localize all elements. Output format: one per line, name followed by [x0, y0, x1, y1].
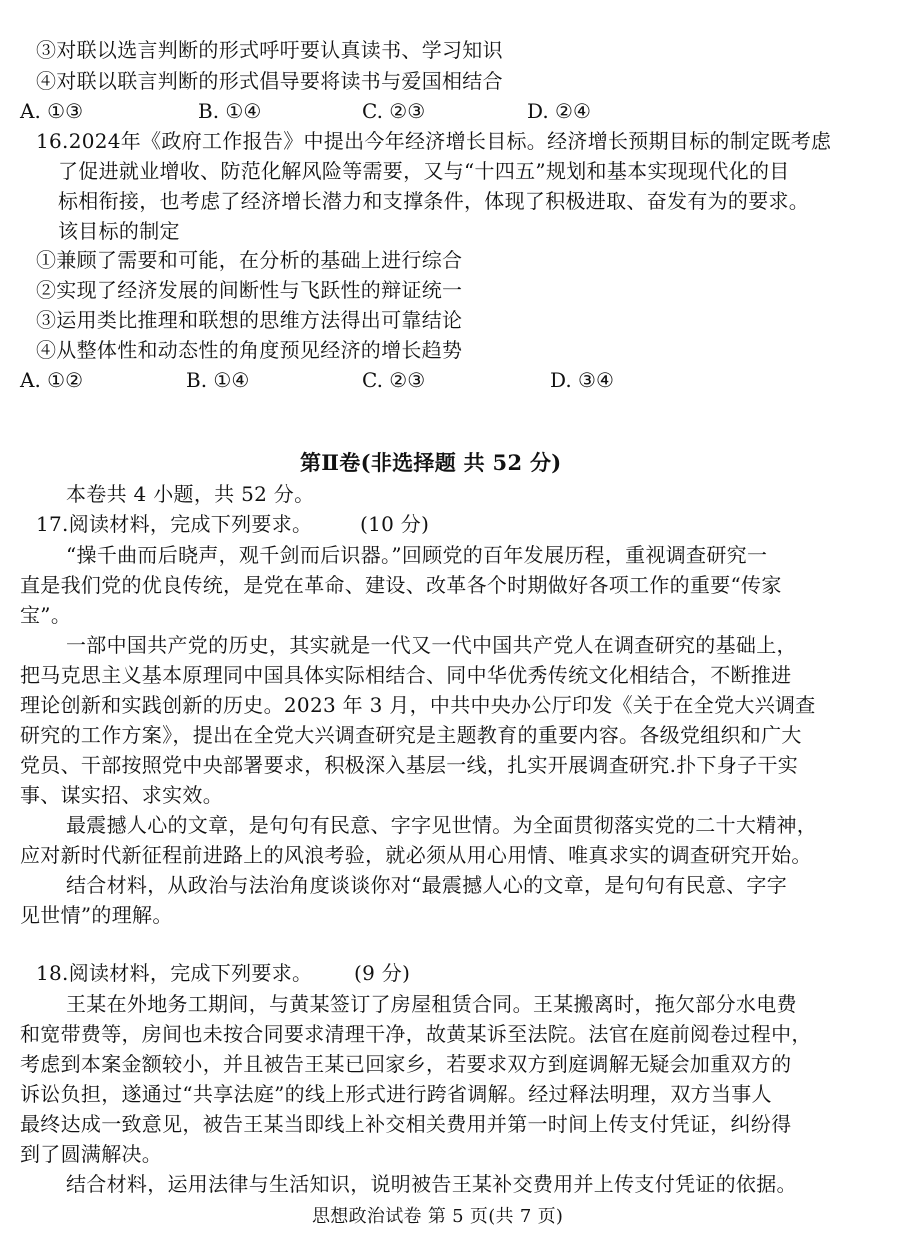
q15-option-a: A. ①③	[20, 99, 84, 123]
q17-material-line: “操千曲而后晓声，观千剑而后识器。”回顾党的百年发展历程，重视调查研究一	[66, 543, 768, 567]
q17-material-line: 应对新时代新征程前进路上的风浪考验，就必须从用心用情、唯真求实的调查研究开始。	[20, 843, 812, 867]
q16-statement-3: ③运用类比推理和联想的思维方法得出可靠结论	[36, 308, 463, 332]
q18-material-line: 考虑到本案金额较小，并且被告王某已回家乡，若要求双方到庭调解无疑会加重双方的	[20, 1052, 792, 1076]
q16-option-a: A. ①②	[20, 368, 84, 392]
q17-material-line: 党员、干部按照党中央部署要求，积极深入基层一线，扎实开展调查研究.扑下身子干实	[20, 753, 799, 777]
q16-stem-line: 标相衔接，也考虑了经济增长潜力和支撑条件，体现了积极进取、奋发有为的要求。	[58, 189, 810, 213]
q17-title: 17.阅读材料，完成下列要求。	[36, 512, 313, 536]
q15-option-c: C. ②③	[362, 99, 426, 123]
q17-material-line: 理论创新和实践创新的历史。2023 年 3 月，中共中央办公厅印发《关于在全党大兴调查	[20, 693, 816, 717]
q16-statement-2: ②实现了经济发展的间断性与飞跃性的辩证统一	[36, 278, 463, 302]
q15-statement-4: ④对联以联言判断的形式倡导要将读书与爱国相结合	[36, 69, 503, 93]
q16-stem-line: 该目标的制定	[58, 219, 180, 243]
q18-points: (9 分)	[354, 961, 411, 985]
q18-material-line: 和宽带费等，房间也未按合同要求清理干净，故黄某诉至法院。法官在庭前阅卷过程中，	[20, 1022, 812, 1046]
q17-material-line: 宝”。	[20, 603, 72, 627]
q16-option-b: B. ①④	[186, 368, 250, 392]
q16-statement-4: ④从整体性和动态性的角度预见经济的增长趋势	[36, 338, 463, 362]
q17-material-line: 事、谋实招、求实效。	[20, 783, 223, 807]
q17-points: (10 分)	[360, 512, 430, 536]
q15-option-d: D. ②④	[527, 99, 591, 123]
q17-material-line: 最震撼人心的文章，是句句有民意、字字见世情。为全面贯彻落实党的二十大精神，	[66, 813, 818, 837]
part2-heading: 第Ⅱ卷(非选择题 共 52 分)	[300, 450, 562, 475]
q16-stem-line: 了促进就业增收、防范化解风险等需要，又与“十四五”规划和基本实现现代化的目	[58, 159, 790, 183]
q16-option-d: D. ③④	[550, 368, 614, 392]
part2-intro: 本卷共 4 小题，共 52 分。	[66, 482, 315, 506]
page-footer: 思想政治试卷 第 5 页(共 7 页)	[312, 1206, 564, 1227]
q18-material-line: 诉讼负担，遂通过“共享法庭”的线上形式进行跨省调解。经过释法明理，双方当事人	[20, 1082, 772, 1106]
q18-question-line: 结合材料，运用法律与生活知识，说明被告王某补交费用并上传支付凭证的依据。	[66, 1172, 797, 1196]
q17-question-line: 结合材料，从政治与法治角度谈谈你对“最震撼人心的文章，是句句有民意、字字	[66, 873, 788, 897]
q17-material-line: 直是我们党的优良传统，是党在革命、建设、改革各个时期做好各项工作的重要“传家	[20, 573, 782, 597]
q18-material-line: 到了圆满解决。	[20, 1142, 163, 1166]
q17-material-line: 研究的工作方案》，提出在全党大兴调查研究是主题教育的重要内容。各级党组织和广大	[20, 723, 802, 747]
q15-statement-3: ③对联以选言判断的形式呼吁要认真读书、学习知识	[36, 38, 503, 62]
q16-option-c: C. ②③	[362, 368, 426, 392]
q18-material-line: 王某在外地务工期间，与黄某签订了房屋租赁合同。王某搬离时，拖欠部分水电费	[66, 992, 797, 1016]
q15-option-b: B. ①④	[198, 99, 262, 123]
q18-title: 18.阅读材料，完成下列要求。	[36, 961, 313, 985]
q17-material-line: 把马克思主义基本原理同中国具体实际相结合、同中华优秀传统文化相结合，不断推进	[20, 663, 792, 687]
q17-question-line: 见世情”的理解。	[20, 903, 173, 927]
q16-statement-1: ①兼顾了需要和可能，在分析的基础上进行综合	[36, 248, 463, 272]
q18-material-line: 最终达成一致意见，被告王某当即线上补交相关费用并第一时间上传支付凭证，纠纷得	[20, 1112, 792, 1136]
q17-material-line: 一部中国共产党的历史，其实就是一代又一代中国共产党人在调查研究的基础上，	[66, 633, 797, 657]
q16-stem-line: 16.2024年《政府工作报告》中提出今年经济增长目标。经济增长预期目标的制定既考虑	[36, 129, 832, 153]
